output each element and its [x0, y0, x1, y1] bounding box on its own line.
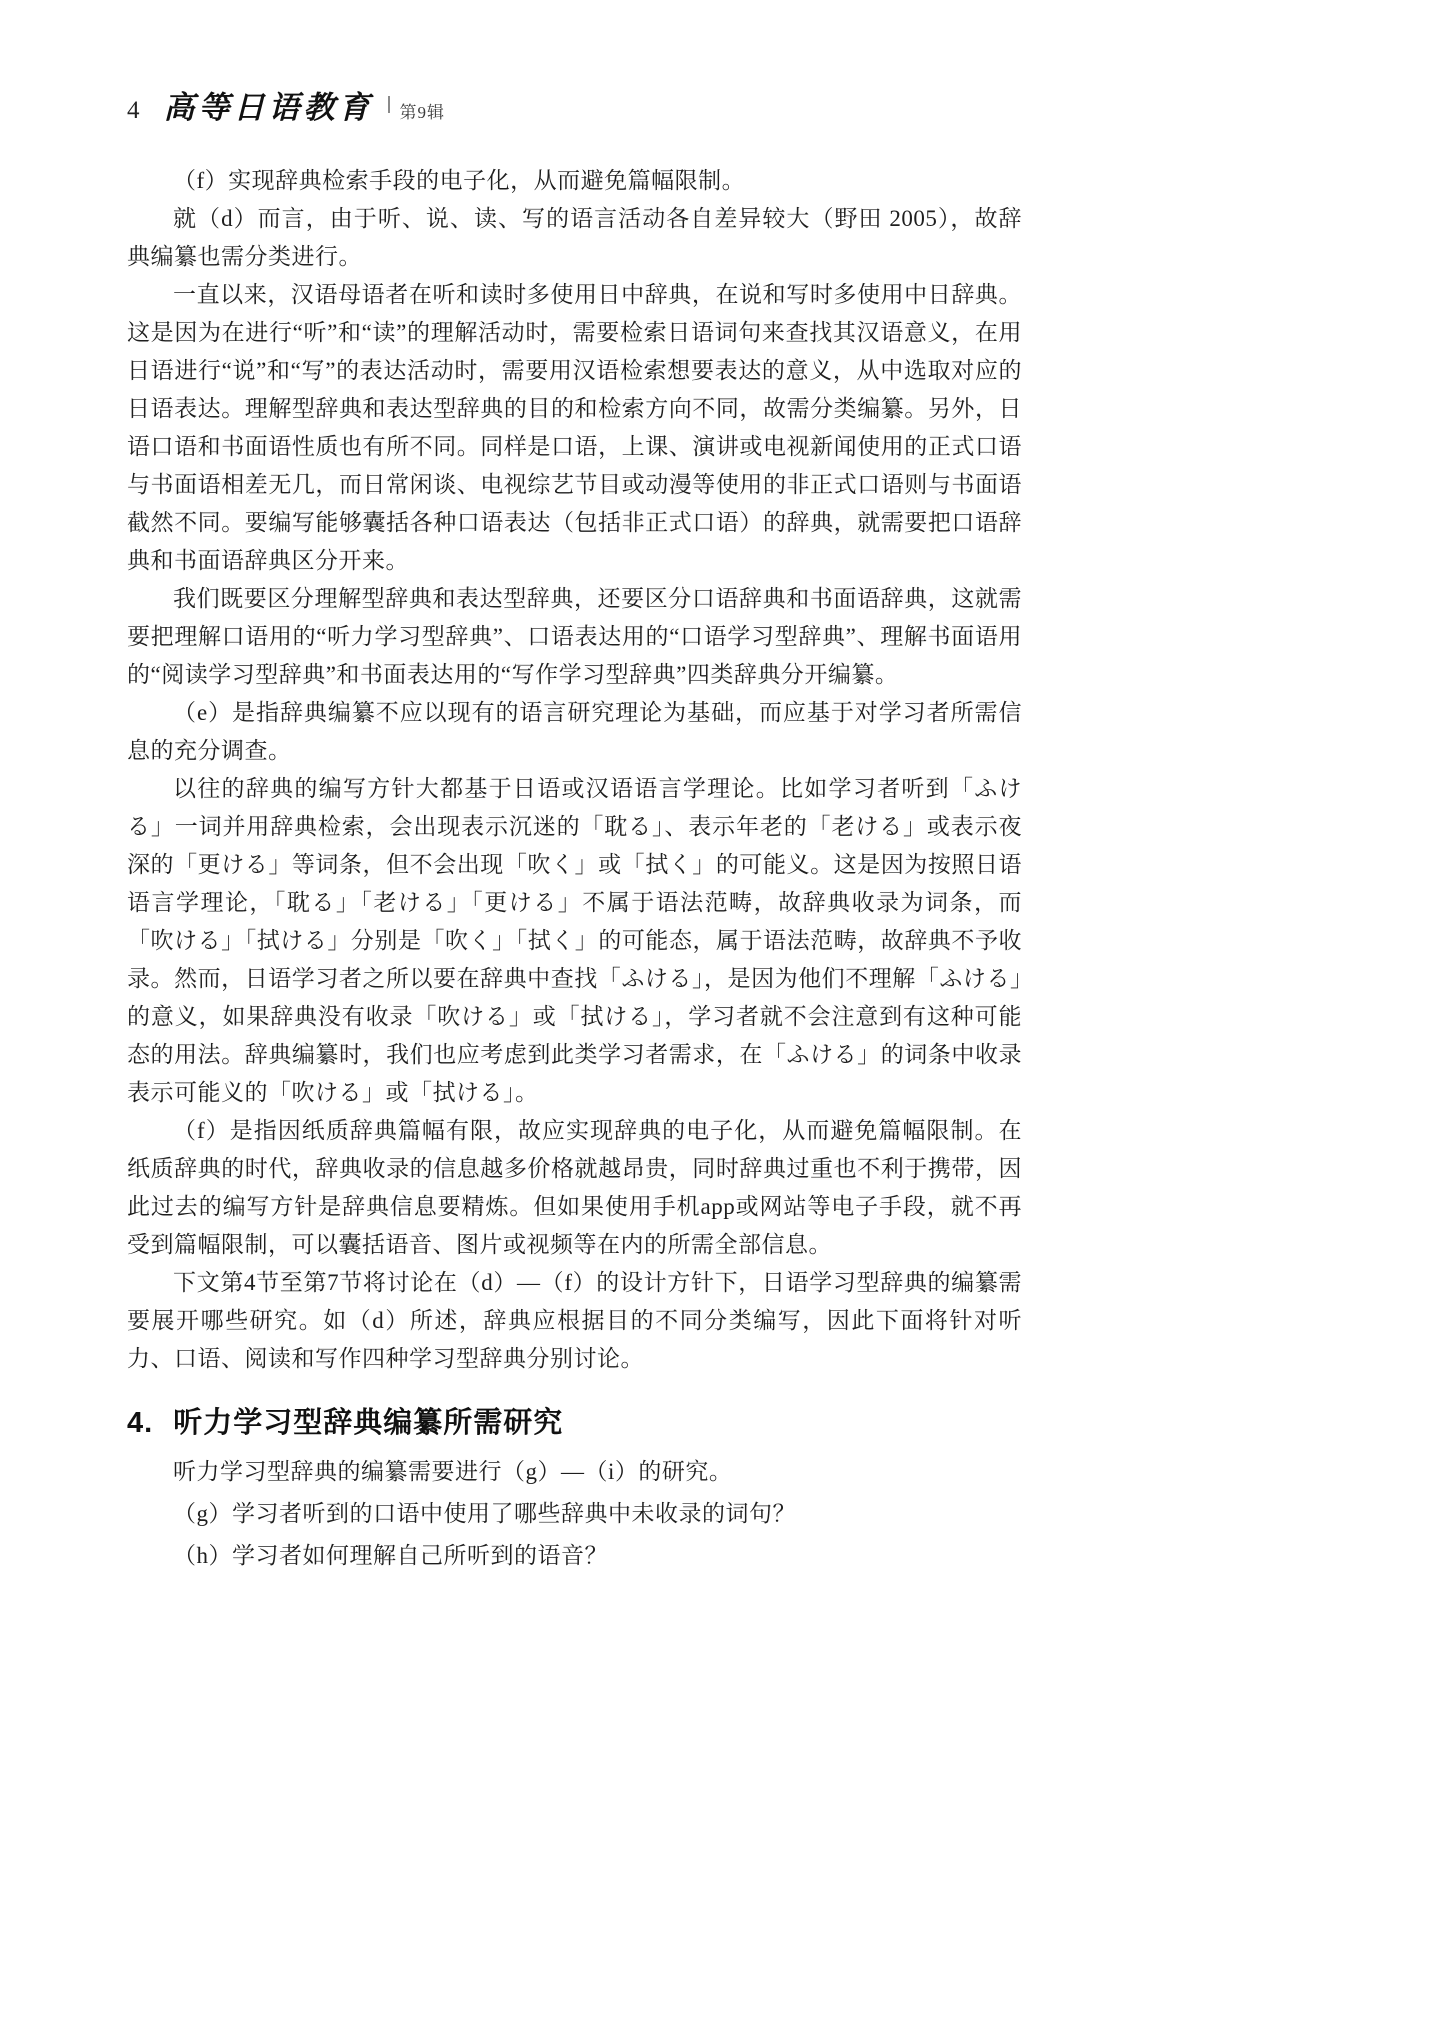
section-paragraph: （h）学习者如何理解自己所听到的语音？ — [173, 1543, 608, 1568]
body-paragraph: 一直以来，汉语母语者在听和读时多使用日中辞典，在说和写时多使用中日辞典。这是因为在进行“听”和“读”的理解活动时，需要检索日语词句来查找其汉语意义，在用日语进行“说”和“写”的表达活动时，需要用汉语检索想要表达的意义，从中选取对应的日语表达。理解型辞典和表达型辞典的目的和检索方向不同，故需分类编纂。另外，日语口语和书面语性质也有所不同。同样是口语，上课、演讲或电视新闻使用的正式口语与书面语相差无几，而日常闲谈、电视综艺节目或动漫等使用的非正式口语则与书面语截然不同。要编写能够囊括各种口语表达（包括非正式口语）的辞典，就需要把口语辞典和书面语辞典区分开来。 — [127, 282, 1022, 573]
page-header — [127, 82, 445, 127]
body-paragraph: 以往的辞典的编写方针大都基于日语或汉语语言学理论。比如学习者听到「ふける」一词并用辞典检索，会出现表示沉迷的「耽る」、表示年老的「老ける」或表示夜深的「更ける」等词条，但不会出现「吹く」或「拭く」的可能义。这是因为按照日语语言学理论，「耽る」「老ける」「更ける」不属于语法范畴，故辞典收录为词条，而「吹ける」「拭ける」分别是「吹く」「拭く」的可能态，属于语法范畴，故辞典不予收录。然而，日语学习者之所以要在辞典中查找「ふける」，是因为他们不理解「ふける」的意义，如果辞典没有收录「吹ける」或「拭ける」，学习者就不会注意到有这种可能态的用法。辞典编纂时，我们也应考虑到此类学习者需求，在「ふける」的词条中收录表示可能义的「吹ける」或「拭ける」。 — [127, 776, 1022, 1105]
section-title: 听力学习型辞典编纂所需研究 — [173, 1407, 564, 1439]
body-paragraph: 我们既要区分理解型辞典和表达型辞典，还要区分口语辞典和书面语辞典，这就需要把理解口语用的“听力学习型辞典”、口语表达用的“口语学习型辞典”、理解书面语用的“阅读学习型辞典”和书面表达用的“写作学习型辞典”四类辞典分开编纂。 — [127, 586, 1022, 687]
body-paragraph: 下文第4节至第7节将讨论在（d）—（f）的设计方针下，日语学习型辞典的编纂需要展开哪些研究。如（d）所述，辞典应根据目的不同分类编写，因此下面将针对听力、口语、阅读和写作四种学习型辞典分别讨论。 — [127, 1270, 1022, 1371]
section-heading — [127, 1400, 1022, 1441]
body-paragraph: （f）实现辞典检索手段的电子化，从而避免篇幅限制。 — [173, 168, 746, 193]
section-paragraph: （g）学习者听到的口语中使用了哪些辞典中未收录的词句？ — [173, 1501, 796, 1526]
body-paragraph: 就（d）而言，由于听、说、读、写的语言活动各自差异较大（野田 2005），故辞典编纂也需分类进行。 — [127, 206, 1022, 269]
body-paragraph: （f）是指因纸质辞典篇幅有限，故应实现辞典的电子化，从而避免篇幅限制。在纸质辞典的时代，辞典收录的信息越多价格就越昂贵，同时辞典过重也不利于携带，因此过去的编写方针是辞典信息要精炼。但如果使用手机app或网站等电子手段，就不再受到篇幅限制，可以囊括语音、图片或视频等在内的所需全部信息。 — [127, 1118, 1022, 1257]
body-content — [127, 162, 1022, 1577]
body-paragraph: （e）是指辞典编纂不应以现有的语言研究理论为基础，而应基于对学习者所需信息的充分调查。 — [127, 700, 1022, 763]
section-paragraph: 听力学习型辞典的编纂需要进行（g）—（i）的研究。 — [173, 1459, 733, 1484]
journal-title: 高等日语教育 — [163, 90, 374, 125]
issue-label: 第9辑 — [399, 103, 445, 122]
header-divider — [388, 96, 390, 113]
page-number: 4 — [127, 97, 140, 124]
section-number: 4. — [127, 1407, 154, 1439]
